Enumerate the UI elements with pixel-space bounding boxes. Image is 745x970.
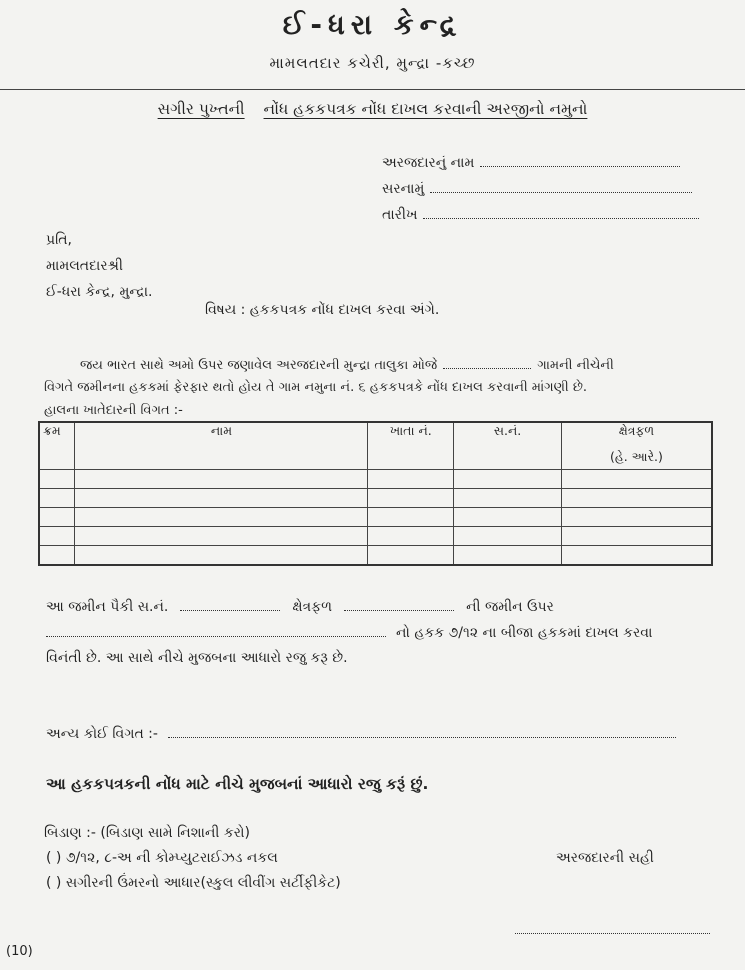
applicant-date-dots[interactable] — [423, 206, 699, 219]
land-line-2-text: નો હકક ૭/૧૨ ના બીજા હકકમાં દાખલ કરવા — [396, 625, 653, 641]
table-row — [39, 489, 712, 508]
table-cell[interactable] — [368, 546, 454, 566]
holders-table — [38, 421, 713, 566]
other-details-label: અન્ય કોઈ વિગત :- — [46, 726, 158, 742]
header-survey-no: સ.નં. — [454, 422, 562, 470]
land-line-1b: ક્ષેત્રફળ — [292, 599, 333, 615]
form-title — [0, 100, 745, 119]
table-cell[interactable] — [454, 489, 562, 508]
enclosure-item-2[interactable]: ( ) સગીરની ઉંમરનો આધાર(સ્કુલ લીવીંગ સર્ટીફીકેટ) — [46, 875, 341, 891]
land-line-2 — [46, 624, 652, 641]
applicant-address-field — [382, 180, 692, 197]
land-line-1a: આ જમીન પૈકી સ.નં. — [46, 599, 169, 615]
table-cell[interactable] — [561, 508, 712, 527]
land-line-3: વિનંતી છે. આ સાથે નીચે મુજબના આધારો રજુ કરૂ છે. — [46, 650, 348, 666]
applicant-date-field — [382, 206, 699, 223]
table-cell[interactable] — [39, 546, 75, 566]
village-dots[interactable] — [443, 356, 531, 369]
table-cell[interactable] — [39, 508, 75, 527]
table-cell[interactable] — [561, 527, 712, 546]
enclosures-heading: બિડાણ :- (બિડાણ સામે નિશાની કરો) — [44, 825, 250, 841]
table-cell[interactable] — [75, 470, 368, 489]
table-cell[interactable] — [75, 527, 368, 546]
table-cell[interactable] — [75, 508, 368, 527]
center-title: ઈ-ધરા કેન્દ્ર — [282, 8, 463, 41]
body-line-1a: જય ભારત સાથે અમો ઉપર જણાવેલ અરજદારની મુન્દ્રા તાલુકા મોજે — [80, 358, 438, 373]
applicant-name-label: અરજદારનું નામ — [382, 155, 475, 171]
other-details-dots[interactable] — [168, 725, 676, 738]
table-cell[interactable] — [454, 470, 562, 489]
applicant-address-dots[interactable] — [430, 180, 692, 193]
land-line-1c: ની જમીન ઉપર — [466, 599, 554, 615]
header-area-unit: (હે. આરે.) — [609, 449, 663, 464]
table-cell[interactable] — [561, 470, 712, 489]
header-name: નામ — [75, 422, 368, 470]
right-holder-dots[interactable] — [46, 624, 386, 637]
other-details — [46, 725, 676, 742]
subject-line: વિષય : હકકપત્રક નોંધ દાખલ કરવા અંગે. — [205, 302, 440, 318]
office-subtitle: મામલતદાર કચેરી, મુન્દ્રા -કચ્છ — [269, 54, 476, 72]
table-cell[interactable] — [368, 489, 454, 508]
body-line-1 — [80, 356, 614, 373]
form-title-part2: નોંધ હકકપત્રક નોંધ દાખલ કરવાની અરજીનો નમુનો — [263, 100, 588, 118]
table-cell[interactable] — [454, 508, 562, 527]
page-number: (10) — [6, 944, 33, 959]
header-area — [561, 422, 712, 470]
table-cell[interactable] — [39, 489, 75, 508]
signature-line[interactable] — [515, 933, 710, 934]
table-header-row — [39, 422, 712, 470]
body-line-1b: ગામની નીચેની — [537, 358, 614, 373]
table-cell[interactable] — [39, 527, 75, 546]
body-line-3: હાલના ખાતેદારની વિગત :- — [44, 403, 183, 418]
applicant-name-dots[interactable] — [480, 154, 680, 167]
applicant-name-field — [382, 154, 680, 171]
header-area-label: ક્ષેત્રફળ — [618, 423, 655, 438]
table-cell[interactable] — [561, 489, 712, 508]
header-serial: ક્રમ — [39, 422, 75, 470]
evidence-heading: આ હકકપત્રકની નોંધ માટે નીચે મુજબનાં આધારો રજુ કરૂં છું. — [46, 775, 429, 793]
table-row — [39, 527, 712, 546]
table-cell[interactable] — [454, 527, 562, 546]
table-cell[interactable] — [368, 470, 454, 489]
enclosure-item-1[interactable]: ( ) ૭/૧૨, ૮-અ ની કોમ્પ્યુટરાઈઝડ નકલ — [46, 850, 278, 866]
table-cell[interactable] — [75, 546, 368, 566]
table-cell[interactable] — [368, 527, 454, 546]
land-line-1 — [46, 598, 554, 615]
table-cell[interactable] — [561, 546, 712, 566]
table-cell[interactable] — [368, 508, 454, 527]
survey-no-dots[interactable] — [180, 598, 280, 611]
table-row — [39, 508, 712, 527]
applicant-date-label: તારીખ — [382, 207, 418, 223]
table-row — [39, 546, 712, 566]
signature-label: અરજદારની સહી — [556, 850, 654, 866]
table-cell[interactable] — [39, 470, 75, 489]
addressee-place: ઈ-ધરા કેન્દ્ર, મુન્દ્રા. — [46, 284, 153, 300]
body-line-2: વિગતે જમીનના હકકમાં ફેરફાર થતો હોય તે ગામ નમુના નં. ૬ હકકપત્રકે નોંધ દાખલ કરવાની માંગણી છે. — [44, 380, 588, 395]
area-dots[interactable] — [344, 598, 454, 611]
addressee-to: પ્રતિ, — [46, 232, 72, 248]
table-row — [39, 470, 712, 489]
table-cell[interactable] — [454, 546, 562, 566]
form-title-part1: સગીર પુખ્તની — [157, 100, 245, 118]
table-cell[interactable] — [75, 489, 368, 508]
header-account-no: ખાતા નં. — [368, 422, 454, 470]
applicant-address-label: સરનામું — [382, 181, 425, 197]
addressee-office: મામલતદારશ્રી — [46, 258, 123, 274]
header-divider — [0, 89, 745, 90]
